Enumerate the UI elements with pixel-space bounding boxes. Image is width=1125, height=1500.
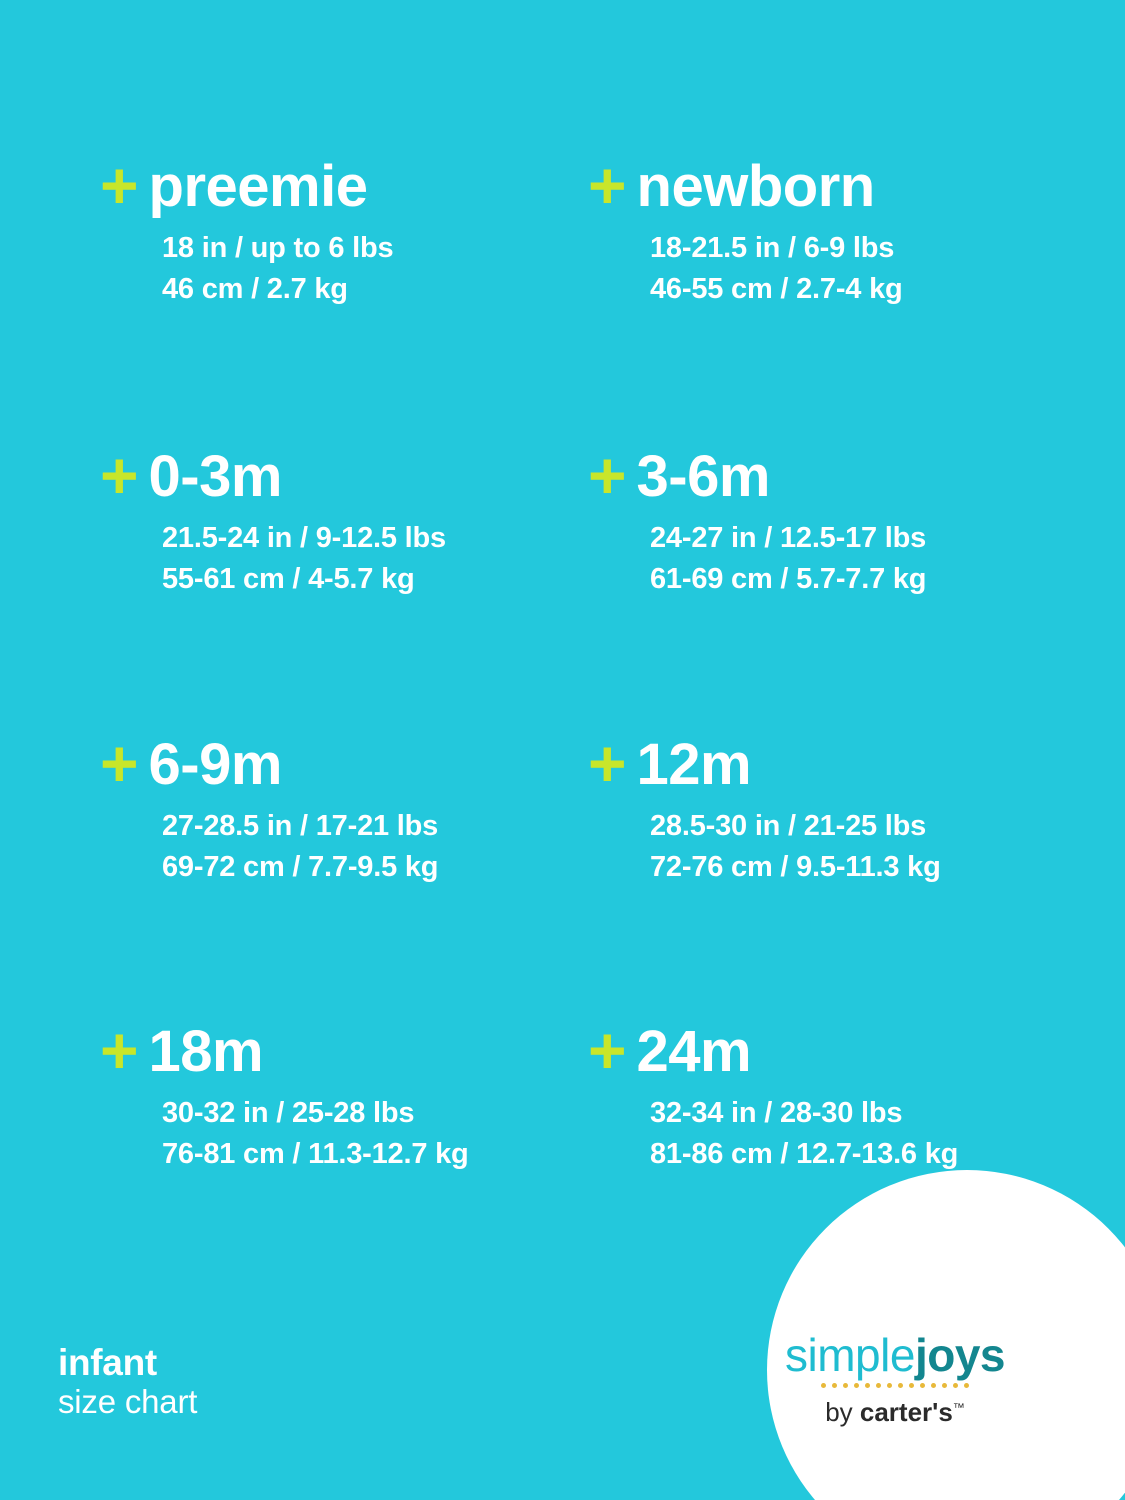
plus-icon: + [100,1013,139,1087]
plus-icon: + [588,148,627,222]
size-name: preemie [148,154,368,219]
size-metric: 81-86 cm / 12.7-13.6 kg [650,1138,959,1171]
size-name: 18m [148,1019,264,1084]
size-heading [100,1013,570,1087]
size-measurements [162,228,570,310]
size-imperial: 27-28.5 in / 17-21 lbs [162,810,439,842]
size-imperial: 18 in / up to 6 lbs [162,232,394,264]
brand-logo-dots-decoration [760,1383,1030,1389]
size-name: 3-6m [636,444,770,509]
plus-icon: + [588,726,627,800]
size-name: 6-9m [148,732,282,797]
size-heading [588,1013,1058,1087]
size-imperial: 30-32 in / 25-28 lbs [162,1097,415,1129]
size-measurements [650,518,1058,600]
size-heading [100,438,570,512]
size-measurements [162,806,570,888]
plus-icon: + [588,1013,627,1087]
size-name: newborn [636,154,875,219]
size-imperial: 21.5-24 in / 9-12.5 lbs [162,522,446,554]
size-measurements [650,806,1058,888]
size-heading [100,726,570,800]
size-imperial: 18-21.5 in / 6-9 lbs [650,232,895,264]
size-metric: 61-69 cm / 5.7-7.7 kg [650,563,927,596]
page-title [58,1342,197,1422]
plus-icon: + [100,726,139,800]
size-entry-0-3m [100,440,570,600]
size-entry-6-9m [100,728,570,888]
size-heading [100,148,570,222]
size-measurements [650,228,1058,310]
size-heading [588,438,1058,512]
plus-icon: + [100,438,139,512]
plus-icon: + [588,438,627,512]
brand-logo-byline-brand: carter's [859,1397,953,1427]
size-measurements [162,1093,570,1175]
brand-logo-word-joys: joys [914,1329,1005,1381]
page-title-secondary: size chart [58,1383,198,1421]
size-entry-24m [588,1015,1058,1175]
size-metric: 72-76 cm / 9.5-11.3 kg [650,851,941,884]
plus-icon: + [100,148,139,222]
size-heading [588,726,1058,800]
size-imperial: 28.5-30 in / 21-25 lbs [650,810,927,842]
brand-logo-wordmark [760,1329,1030,1381]
size-name: 0-3m [148,444,282,509]
brand-logo [760,1329,1030,1428]
size-measurements [650,1093,1058,1175]
size-entry-3-6m [588,440,1058,600]
size-imperial: 24-27 in / 12.5-17 lbs [650,522,927,554]
size-entry-newborn [588,150,1058,310]
brand-logo-byline-prefix: by [825,1397,860,1427]
size-metric: 46 cm / 2.7 kg [162,273,348,306]
size-metric: 46-55 cm / 2.7-4 kg [650,273,903,306]
brand-logo-word-simple: simple [785,1329,915,1381]
page-title-primary: infant [58,1341,157,1383]
brand-logo-byline [760,1397,1030,1428]
size-entry-12m [588,728,1058,888]
size-heading [588,148,1058,222]
size-imperial: 32-34 in / 28-30 lbs [650,1097,903,1129]
size-metric: 55-61 cm / 4-5.7 kg [162,563,415,596]
size-entry-preemie [100,150,570,310]
size-name: 12m [636,732,752,797]
size-metric: 76-81 cm / 11.3-12.7 kg [162,1138,469,1171]
size-metric: 69-72 cm / 7.7-9.5 kg [162,851,439,884]
size-name: 24m [636,1019,752,1084]
size-measurements [162,518,570,600]
trademark-symbol: ™ [952,1400,965,1415]
size-entry-18m [100,1015,570,1175]
